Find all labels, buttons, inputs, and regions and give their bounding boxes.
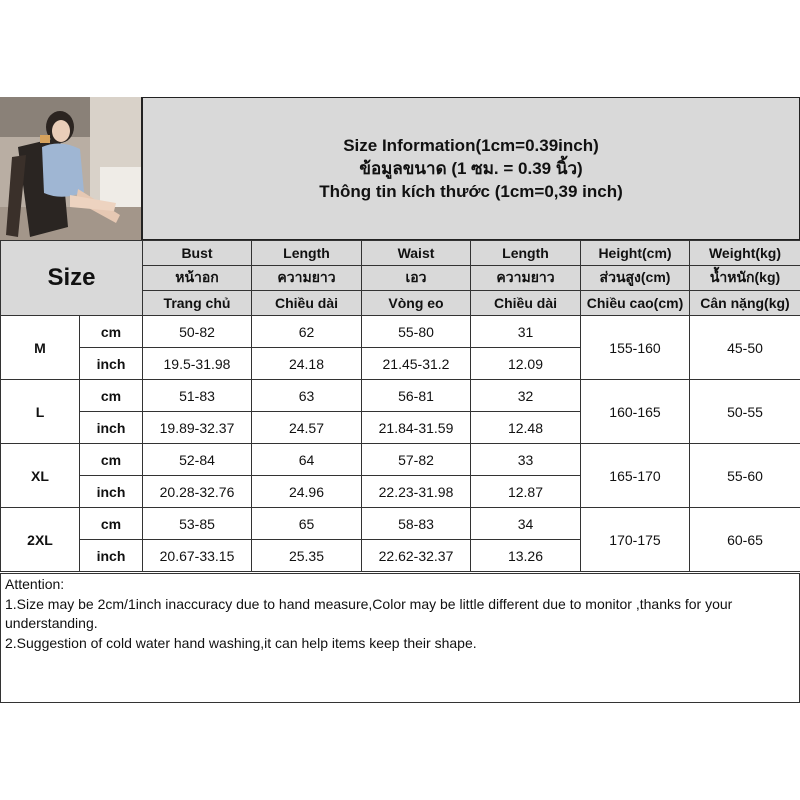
weight-cell: 45-50	[690, 316, 800, 380]
col-header: ความยาว	[252, 266, 362, 291]
table-cell: 24.57	[252, 412, 362, 444]
table-cell: 25.35	[252, 540, 362, 572]
table-cell: 20.28-32.76	[143, 476, 252, 508]
notes-title: Attention:	[5, 576, 65, 592]
table-cell: 33	[471, 444, 581, 476]
height-cell: 165-170	[581, 444, 690, 508]
weight-cell: 50-55	[690, 380, 800, 444]
table-cell: 22.62-32.37	[362, 540, 471, 572]
attention-notes	[0, 573, 800, 703]
col-header: ความยาว	[471, 266, 581, 291]
col-header: ส่วนสูง(cm)	[581, 266, 690, 291]
table-cell: 64	[252, 444, 362, 476]
size-name: 2XL	[1, 508, 80, 572]
unit-label: cm	[80, 380, 143, 412]
size-name: L	[1, 380, 80, 444]
col-header: Waist	[362, 241, 471, 266]
table-cell: 51-83	[143, 380, 252, 412]
height-cell: 160-165	[581, 380, 690, 444]
table-cell: 19.89-32.37	[143, 412, 252, 444]
unit-label: cm	[80, 316, 143, 348]
table-cell: 13.26	[471, 540, 581, 572]
table-cell: 19.5-31.98	[143, 348, 252, 380]
size-label: Size	[1, 241, 143, 316]
model-photo-image	[0, 97, 142, 240]
col-header: Chiều dài	[471, 291, 581, 316]
weight-cell: 55-60	[690, 444, 800, 508]
table-row	[1, 444, 800, 476]
table-cell: 65	[252, 508, 362, 540]
table-cell: 58-83	[362, 508, 471, 540]
table-cell: 50-82	[143, 316, 252, 348]
table-cell: 21.45-31.2	[362, 348, 471, 380]
table-cell: 56-81	[362, 380, 471, 412]
size-table	[0, 240, 800, 572]
table-cell: 22.23-31.98	[362, 476, 471, 508]
header-title-th: ข้อมูลขนาด (1 ซม. = 0.39 นิ้ว)	[359, 159, 583, 178]
notes-item: 2.Suggestion of cold water hand washing,it can help items keep their shape.	[5, 634, 477, 651]
col-header: Length	[252, 241, 362, 266]
col-header: Trang chủ	[143, 291, 252, 316]
unit-label: cm	[80, 508, 143, 540]
table-cell: 12.48	[471, 412, 581, 444]
col-header: Length	[471, 241, 581, 266]
unit-label: cm	[80, 444, 143, 476]
size-chart	[0, 97, 800, 703]
unit-label: inch	[80, 540, 143, 572]
table-row	[1, 316, 800, 348]
table-cell: 24.96	[252, 476, 362, 508]
size-name: XL	[1, 444, 80, 508]
table-cell: 32	[471, 380, 581, 412]
col-header: หน้าอก	[143, 266, 252, 291]
col-header: Vòng eo	[362, 291, 471, 316]
col-header: Chiều cao(cm)	[581, 291, 690, 316]
col-header: Height(cm)	[581, 241, 690, 266]
height-cell: 170-175	[581, 508, 690, 572]
size-info-header	[142, 97, 800, 240]
table-cell: 34	[471, 508, 581, 540]
table-cell: 53-85	[143, 508, 252, 540]
col-header: Weight(kg)	[690, 241, 800, 266]
weight-cell: 60-65	[690, 508, 800, 572]
table-cell: 55-80	[362, 316, 471, 348]
table-cell: 12.87	[471, 476, 581, 508]
size-name: M	[1, 316, 80, 380]
table-cell: 24.18	[252, 348, 362, 380]
table-cell: 52-84	[143, 444, 252, 476]
col-header: Cân nặng(kg)	[690, 291, 800, 316]
header-row-en	[1, 241, 800, 266]
unit-label: inch	[80, 348, 143, 380]
model-photo	[0, 97, 142, 240]
col-header: เอว	[362, 266, 471, 291]
height-cell: 155-160	[581, 316, 690, 380]
table-cell: 63	[252, 380, 362, 412]
table-cell: 57-82	[362, 444, 471, 476]
unit-label: inch	[80, 412, 143, 444]
table-cell: 20.67-33.15	[143, 540, 252, 572]
notes-item: 1.Size may be 2cm/1inch inaccuracy due to hand measure,Color may be little different due to monitor ,thanks for your understanding.	[5, 595, 733, 631]
table-row	[1, 380, 800, 412]
col-header: Bust	[143, 241, 252, 266]
col-header: น้ำหนัก(kg)	[690, 266, 800, 291]
table-cell: 12.09	[471, 348, 581, 380]
unit-label: inch	[80, 476, 143, 508]
table-cell: 31	[471, 316, 581, 348]
table-cell: 62	[252, 316, 362, 348]
header-title-en: Size Information(1cm=0.39inch)	[343, 136, 599, 155]
header-title-vi: Thông tin kích thước (1cm=0,39 inch)	[319, 182, 623, 201]
table-row	[1, 508, 800, 540]
table-cell: 21.84-31.59	[362, 412, 471, 444]
col-header: Chiều dài	[252, 291, 362, 316]
